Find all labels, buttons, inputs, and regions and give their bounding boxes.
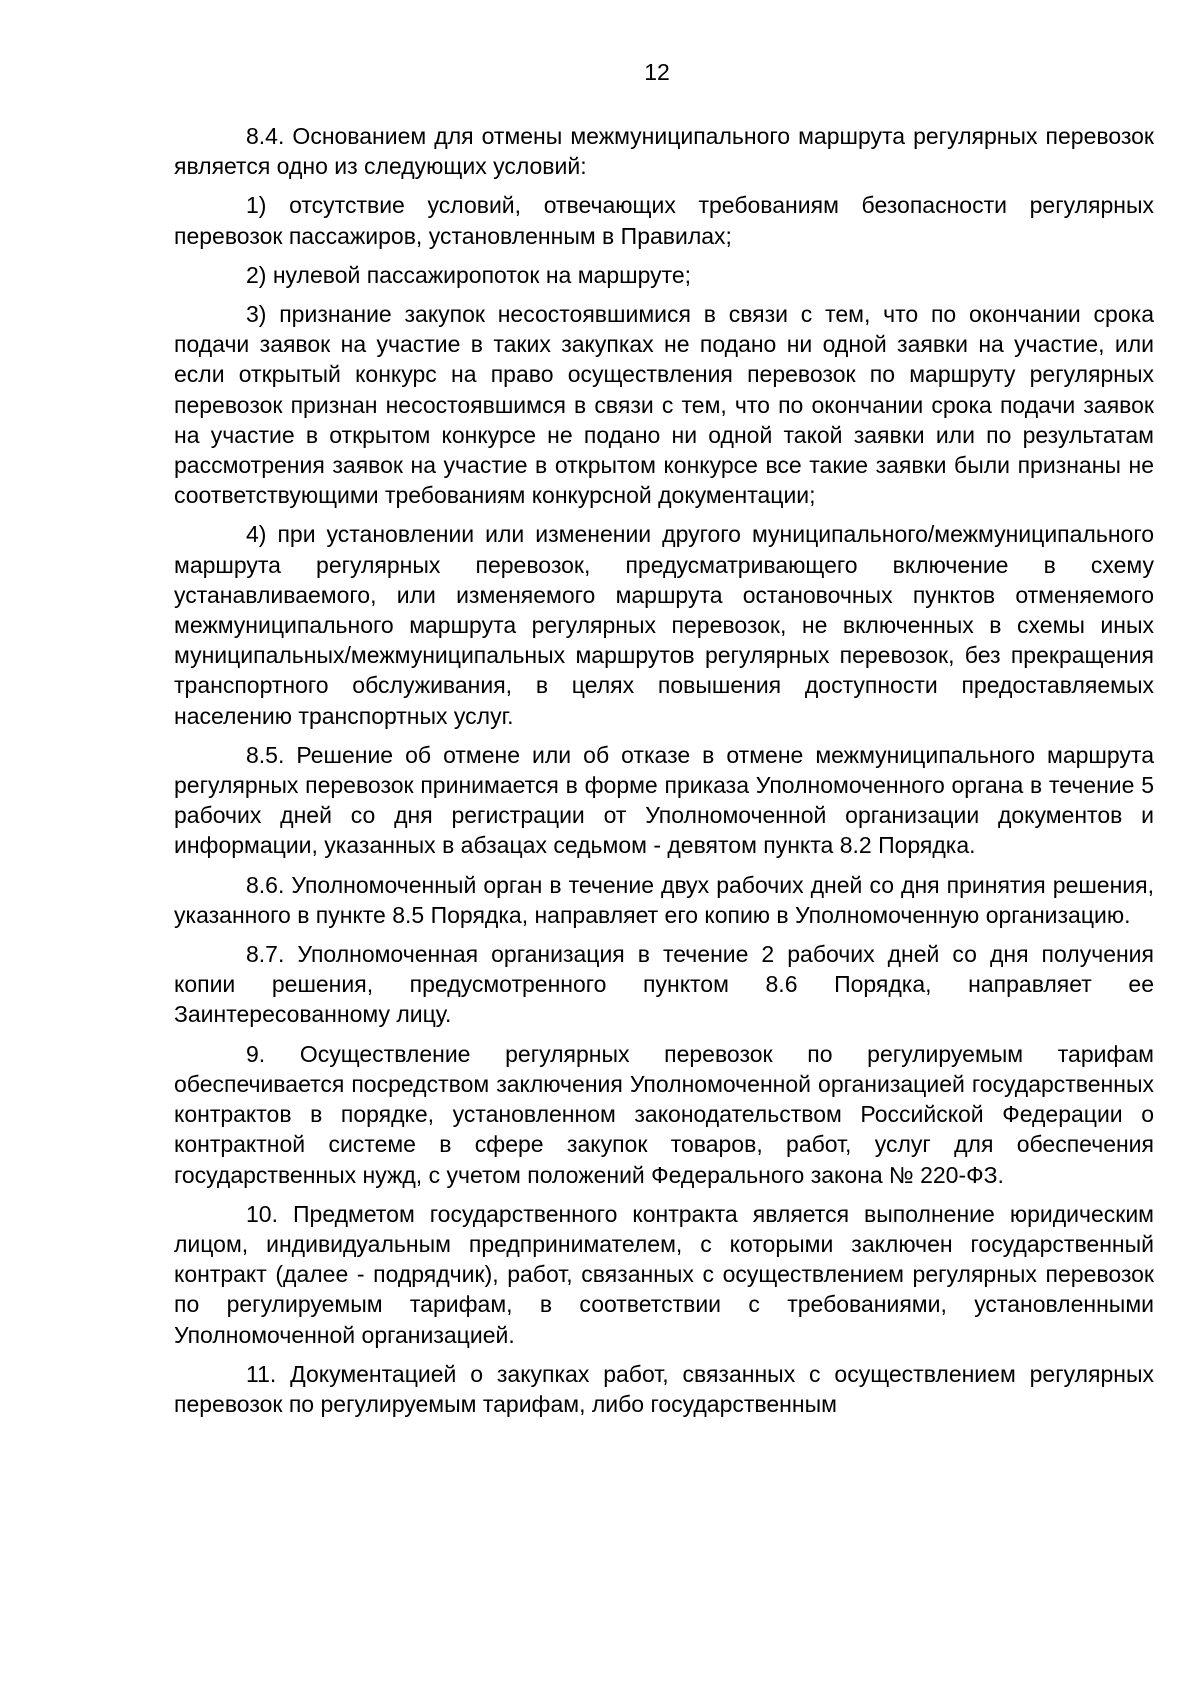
paragraph-8-7: 8.7. Уполномоченная организация в течение 2 рабочих дней со дня получения копии решения, предусмотренного пунктом 8.6 Порядка, направляет ее Заинтересованному лицу. — [174, 941, 1154, 1028]
paragraph-8-4-item-1: 1) отсутствие условий, отвечающих требованиям безопасности регулярных перевозок пассажиров, установленным в Правилах; — [174, 192, 1154, 249]
paragraph-8-4-item-4: 4) при установлении или изменении другого муниципального/межмуниципального маршрута регулярных перевозок, предусматривающего включение в схему устанавливаемого, или изменяемого маршрута остановочных пунктов отменяемого межмуниципального маршрута регулярных перевозок, не включенных в схемы иных муниципальных/межмуниципальных маршрутов регулярных перевозок, без прекращения транспортного обслуживания, в целях повышения доступности предоставляемых населению транспортных услуг. — [174, 521, 1154, 729]
paragraph-8-5: 8.5. Решение об отмене или об отказе в отмене межмуниципального маршрута регулярных перевозок принимается в форме приказа Уполномоченного органа в течение 5 рабочих дней со дня регистрации от Уполномоченной организации документов и информации, указанных в абзацах седьмом - девятом пункта 8.2 Порядка. — [174, 741, 1154, 859]
document-body — [174, 121, 1154, 1428]
paragraph-10: 10. Предметом государственного контракта является выполнение юридическим лицом, индивидуальным предпринимателем, с которыми заключен государственный контракт (далее - подрядчик), работ, связанных с осуществлением регулярных перевозок по регулируемым тарифам, в соответствии с требованиями, установленными Уполномоченной организацией. — [174, 1200, 1154, 1348]
paragraph-8-4: 8.4. Основанием для отмены межмуниципального маршрута регулярных перевозок является одно из следующих условий: — [174, 123, 1154, 180]
paragraph-8-4-item-2: 2) нулевой пассажиропоток на маршруте; — [246, 261, 692, 288]
paragraph-8-4-item-3: 3) признание закупок несостоявшимися в связи с тем, что по окончании срока подачи заявок на участие в таких закупках не подано ни одной заявки на участие, или если открытый конкурс на право осуществления перевозок по маршруту регулярных перевозок признан несостоявшимся в связи с тем, что по окончании срока подачи заявок на участие в открытом конкурсе не подано ни одной такой заявки или по результатам рассмотрения заявок на участие в открытом конкурсе все такие заявки были признаны не соответствующими требованиям конкурсной документации; — [174, 301, 1154, 509]
paragraph-11: 11. Документацией о закупках работ, связанных с осуществлением регулярных перевозок по регулируемым тарифам, либо государственным — [174, 1360, 1154, 1417]
paragraph-8-6: 8.6. Уполномоченный орган в течение двух рабочих дней со дня принятия решения, указанного в пункте 8.5 Порядка, направляет его копию в Уполномоченную организацию. — [174, 871, 1154, 928]
page-number: 12 — [644, 59, 670, 85]
paragraph-9: 9. Осуществление регулярных перевозок по регулируемым тарифам обеспечивается посредством заключения Уполномоченной организацией государственных контрактов в порядке, установленном законодательством Российской Федерации о контрактной системе в сфере закупок товаров, работ, услуг для обеспечения государственных нужд, с учетом положений Федерального закона № 220-ФЗ. — [174, 1040, 1154, 1188]
